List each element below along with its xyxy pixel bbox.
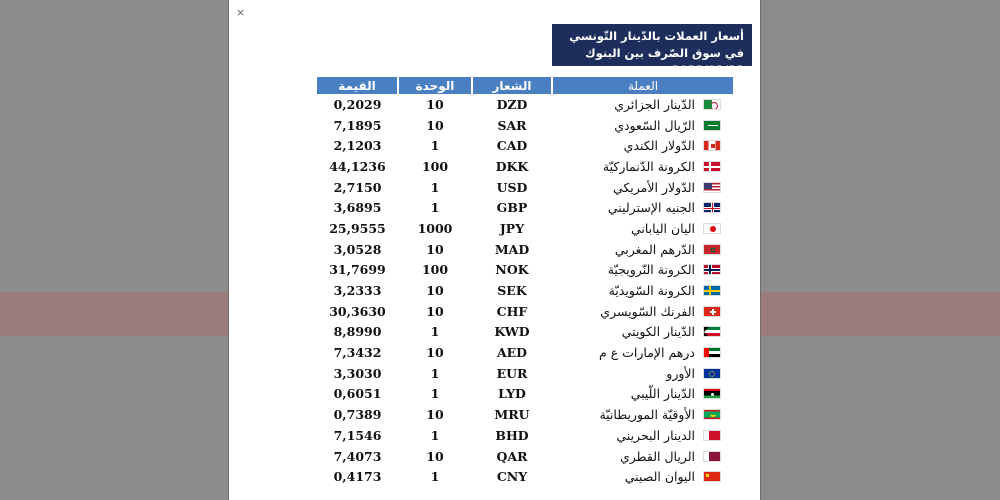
currency-code: GBP bbox=[496, 200, 528, 216]
currency-name: الأورو bbox=[666, 365, 695, 381]
header-value: القيمة bbox=[317, 77, 398, 94]
currency-unit: 10 bbox=[426, 96, 444, 112]
currency-value: 31,7699 bbox=[329, 262, 386, 278]
currency-value: 7,3432 bbox=[333, 345, 382, 361]
table-row bbox=[317, 446, 733, 467]
ma-flag-icon bbox=[703, 244, 721, 255]
currency-cell bbox=[552, 156, 733, 177]
currency-unit: 100 bbox=[421, 158, 449, 174]
table-row bbox=[317, 342, 733, 363]
currency-code: NOK bbox=[495, 262, 529, 278]
currency-code: EUR bbox=[496, 365, 528, 381]
currency-name: الجنيه الإسترليني bbox=[607, 200, 695, 216]
currency-code: MAD bbox=[494, 241, 530, 257]
currency-code: SEK bbox=[497, 283, 527, 299]
currency-name: الكرونة السّويديّة bbox=[608, 283, 695, 299]
dz-flag-icon bbox=[703, 99, 721, 110]
currency-cell bbox=[552, 115, 733, 136]
table-row bbox=[317, 197, 733, 218]
table-row bbox=[317, 384, 733, 405]
currency-name: الدّينار الجزائري bbox=[614, 96, 695, 112]
currency-value: 2,7150 bbox=[333, 179, 382, 195]
currency-value: 30,3630 bbox=[329, 303, 386, 319]
no-flag-icon bbox=[703, 264, 721, 275]
currency-name: اليان الياباني bbox=[630, 220, 695, 236]
backdrop-banner-left bbox=[0, 292, 228, 336]
cn-flag-icon bbox=[703, 471, 721, 482]
currency-code: KWD bbox=[494, 324, 530, 340]
currency-code: AED bbox=[496, 345, 528, 361]
currency-code: MRU bbox=[494, 407, 530, 423]
currency-name: الرّيال السّعودي bbox=[614, 117, 695, 133]
table-row bbox=[317, 404, 733, 425]
currency-code: DKK bbox=[495, 158, 529, 174]
currency-cell bbox=[552, 466, 733, 487]
currency-cell bbox=[552, 177, 733, 198]
currency-name: الأوقيّة الموريطانيّة bbox=[599, 407, 695, 423]
currency-code: QAR bbox=[496, 448, 528, 464]
currency-value: 3,2333 bbox=[333, 283, 382, 299]
currency-cell bbox=[552, 218, 733, 239]
currency-unit: 1 bbox=[430, 386, 440, 402]
title-line-1: أسعار العملات بالدّينار التّونسي bbox=[569, 29, 744, 43]
currency-unit: 1 bbox=[430, 200, 440, 216]
currency-unit: 1 bbox=[430, 469, 440, 485]
exchange-rates-table bbox=[317, 77, 733, 487]
gb-flag-icon bbox=[703, 202, 721, 213]
currency-cell bbox=[552, 342, 733, 363]
sa-flag-icon bbox=[703, 120, 721, 131]
currency-code: CHF bbox=[496, 303, 528, 319]
currency-cell bbox=[552, 301, 733, 322]
currency-unit: 10 bbox=[426, 407, 444, 423]
currency-unit: 10 bbox=[426, 241, 444, 257]
currency-name: الريال القطري bbox=[619, 448, 695, 464]
currency-value: 3,0528 bbox=[333, 241, 382, 257]
currency-code: SAR bbox=[497, 117, 527, 133]
table-row bbox=[317, 239, 733, 260]
currency-value: 7,1546 bbox=[333, 427, 382, 443]
eu-flag-icon bbox=[703, 368, 721, 379]
table-row bbox=[317, 425, 733, 446]
currency-name: الكرونة الدّنماركيّة bbox=[602, 158, 695, 174]
currency-name: اليوان الصيني bbox=[624, 469, 695, 485]
currency-value: 0,2029 bbox=[333, 96, 382, 112]
page-backdrop-right bbox=[761, 0, 1000, 500]
currency-code: LYD bbox=[498, 386, 526, 402]
currency-unit: 1000 bbox=[417, 220, 453, 236]
currency-cell bbox=[552, 94, 733, 115]
ca-flag-icon bbox=[703, 140, 721, 151]
currency-cell bbox=[552, 239, 733, 260]
currency-name: الدّينار اللّيبي bbox=[630, 386, 695, 402]
currency-code: CNY bbox=[496, 469, 528, 485]
currency-name: الدّولار الكندي bbox=[623, 138, 695, 154]
qa-flag-icon bbox=[703, 451, 721, 462]
kw-flag-icon bbox=[703, 326, 721, 337]
ae-flag-icon bbox=[703, 347, 721, 358]
header-unit: الوحدة bbox=[398, 77, 472, 94]
currency-cell bbox=[552, 322, 733, 343]
currency-unit: 1 bbox=[430, 324, 440, 340]
table-row bbox=[317, 218, 733, 239]
ch-flag-icon bbox=[703, 306, 721, 317]
currency-name: درهم الإمارات ع م bbox=[598, 345, 695, 361]
currency-unit: 10 bbox=[426, 117, 444, 133]
table-row bbox=[317, 94, 733, 115]
currency-value: 44,1236 bbox=[329, 158, 386, 174]
currency-name: الكرونة النّرويجيّة bbox=[607, 262, 695, 278]
currency-value: 2,1203 bbox=[333, 138, 382, 154]
backdrop-banner-right bbox=[761, 292, 1000, 336]
currency-code: CAD bbox=[496, 138, 528, 154]
currency-code: BHD bbox=[495, 427, 529, 443]
se-flag-icon bbox=[703, 285, 721, 296]
currency-cell bbox=[552, 363, 733, 384]
currency-value: 7,4073 bbox=[333, 448, 382, 464]
table-row bbox=[317, 301, 733, 322]
currency-name: الدّينار الكويتي bbox=[621, 324, 695, 340]
table-row bbox=[317, 115, 733, 136]
currency-cell bbox=[552, 135, 733, 156]
table-row bbox=[317, 280, 733, 301]
currency-cell bbox=[552, 425, 733, 446]
table-row bbox=[317, 363, 733, 384]
currency-unit: 100 bbox=[421, 262, 449, 278]
table-row bbox=[317, 322, 733, 343]
currency-name: الفرنك السّويسري bbox=[600, 303, 695, 319]
jp-flag-icon bbox=[703, 223, 721, 234]
currency-value: 0,4173 bbox=[333, 469, 382, 485]
currency-cell bbox=[552, 280, 733, 301]
currency-value: 0,6051 bbox=[333, 386, 382, 402]
header-code: الشعار bbox=[472, 77, 552, 94]
currency-unit: 10 bbox=[426, 448, 444, 464]
currency-name: الدّرهم المغربي bbox=[614, 241, 695, 257]
currency-code: JPY bbox=[499, 220, 525, 236]
currency-value: 7,1895 bbox=[333, 117, 382, 133]
currency-cell bbox=[552, 384, 733, 405]
currency-value: 25,9555 bbox=[329, 220, 386, 236]
currency-unit: 1 bbox=[430, 427, 440, 443]
table-header-row bbox=[317, 77, 733, 94]
close-icon[interactable]: × bbox=[236, 6, 246, 19]
currency-cell bbox=[552, 197, 733, 218]
header-currency: العملة bbox=[552, 77, 733, 94]
table-row bbox=[317, 177, 733, 198]
bh-flag-icon bbox=[703, 430, 721, 441]
ly-flag-icon bbox=[703, 388, 721, 399]
title-line-2: في سوق الصّرف بين البنوك 2021/01/13 bbox=[585, 46, 744, 77]
currency-unit: 10 bbox=[426, 283, 444, 299]
table-row bbox=[317, 466, 733, 487]
currency-code: USD bbox=[496, 179, 528, 195]
table-row bbox=[317, 135, 733, 156]
page-backdrop-left bbox=[0, 0, 228, 500]
currency-code: DZD bbox=[496, 96, 528, 112]
currency-unit: 10 bbox=[426, 345, 444, 361]
currency-cell bbox=[552, 446, 733, 467]
currency-value: 3,6895 bbox=[333, 200, 382, 216]
currency-unit: 10 bbox=[426, 303, 444, 319]
currency-name: الدّولار الأمريكي bbox=[612, 179, 695, 195]
currency-unit: 1 bbox=[430, 138, 440, 154]
currency-unit: 1 bbox=[430, 179, 440, 195]
currency-cell bbox=[552, 404, 733, 425]
mr-flag-icon bbox=[703, 409, 721, 420]
dk-flag-icon bbox=[703, 161, 721, 172]
currency-cell bbox=[552, 260, 733, 281]
rates-title-box bbox=[552, 24, 752, 77]
currency-value: 3,3030 bbox=[333, 365, 382, 381]
table-row bbox=[317, 156, 733, 177]
currency-value: 0,7389 bbox=[333, 407, 382, 423]
table-row bbox=[317, 260, 733, 281]
currency-unit: 1 bbox=[430, 365, 440, 381]
currency-value: 8,8990 bbox=[333, 324, 382, 340]
currency-name: الدينار البحريني bbox=[616, 427, 695, 443]
us-flag-icon bbox=[703, 182, 721, 193]
